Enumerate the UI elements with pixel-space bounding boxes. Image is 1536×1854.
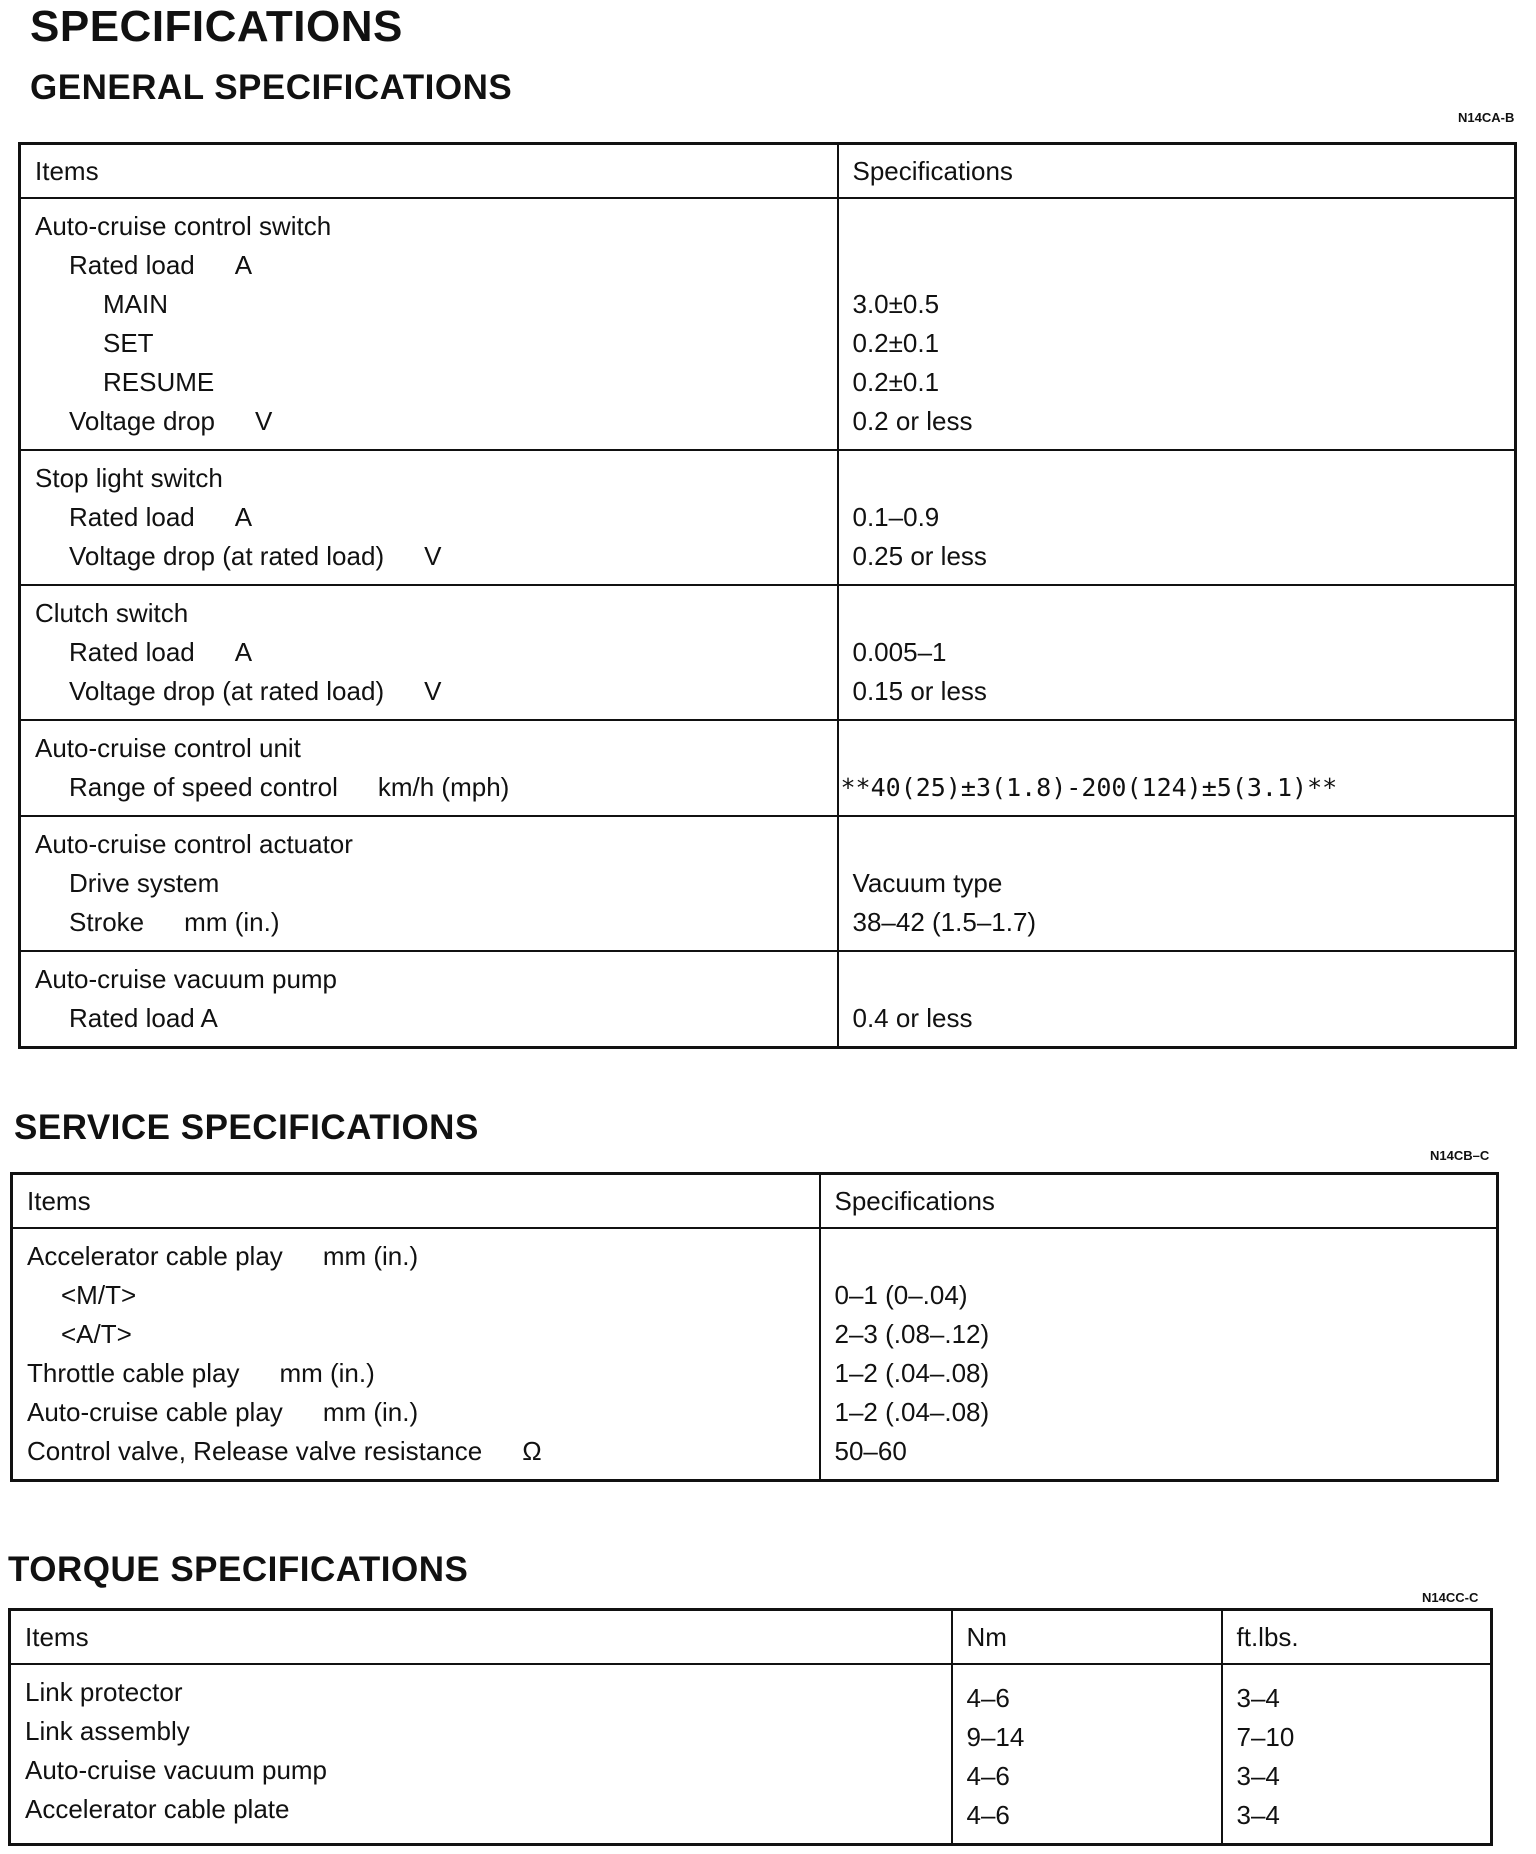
item-cell — [20, 585, 838, 720]
table-header-row — [20, 144, 1516, 199]
item-label: Range of speed control — [69, 772, 338, 802]
item-label: Voltage drop (at rated load) — [69, 541, 385, 571]
spec-value — [853, 246, 1515, 285]
ftlbs-value: 7–10 — [1236, 1722, 1295, 1752]
item-label: Stop light switch — [35, 463, 223, 493]
item-label: <M/T> — [61, 1280, 137, 1310]
torque-specifications-title: TORQUE SPECIFICATIONS — [8, 1550, 469, 1589]
item-unit: V — [255, 406, 273, 436]
header-specifications: Specifications — [838, 144, 1516, 199]
item-cell — [20, 816, 838, 951]
service-specifications-table — [10, 1172, 1499, 1482]
ftlbs-value: 3–4 — [1236, 1683, 1280, 1713]
service-specifications-title: SERVICE SPECIFICATIONS — [14, 1108, 479, 1147]
spec-value: 0.1–0.9 — [852, 502, 940, 532]
item-label: Auto-cruise control actuator — [35, 829, 353, 859]
table-row — [20, 585, 1516, 720]
item-cell — [12, 1228, 820, 1481]
spec-cell — [838, 720, 1516, 816]
item-label: Auto-cruise control switch — [35, 211, 332, 241]
torque-item-label: Accelerator cable plate — [25, 1794, 290, 1824]
torque-item-label: Auto-cruise vacuum pump — [25, 1755, 328, 1785]
spec-value: 0–1 (0–.04) — [834, 1280, 968, 1310]
item-label: Voltage drop — [69, 406, 216, 436]
item-unit: mm (in.) — [322, 1241, 419, 1271]
header-ftlbs: ft.lbs. — [1222, 1610, 1492, 1665]
item-label: Clutch switch — [35, 598, 189, 628]
table-row — [20, 816, 1516, 951]
item-label: RESUME — [103, 367, 215, 397]
spec-value: 38–42 (1.5–1.7) — [852, 907, 1037, 937]
spec-value — [853, 459, 1515, 498]
item-cell — [10, 1664, 952, 1845]
spec-cell — [838, 951, 1516, 1048]
spec-value — [853, 207, 1515, 246]
header-nm: Nm — [952, 1610, 1222, 1665]
spec-cell — [838, 198, 1516, 450]
spec-value — [835, 1237, 1497, 1276]
header-items: Items — [12, 1174, 820, 1229]
item-label: Rated load — [69, 502, 195, 532]
ftlbs-value: 3–4 — [1236, 1800, 1280, 1830]
table-row — [20, 720, 1516, 816]
table-row — [10, 1664, 1492, 1845]
nm-value: 9–14 — [966, 1722, 1025, 1752]
nm-value: 4–6 — [966, 1683, 1010, 1713]
item-unit: Ω — [522, 1436, 542, 1466]
nm-cell — [952, 1664, 1222, 1845]
page-title: SPECIFICATIONS — [30, 2, 403, 51]
table-row — [12, 1228, 1498, 1481]
spec-cell — [820, 1228, 1498, 1481]
item-cell — [20, 450, 838, 585]
spec-value: 0.2±0.1 — [852, 328, 940, 358]
item-label: <A/T> — [61, 1319, 132, 1349]
table-row — [20, 450, 1516, 585]
item-cell — [20, 198, 838, 450]
item-label: Drive system — [69, 868, 220, 898]
spec-cell — [838, 816, 1516, 951]
spec-cell — [838, 450, 1516, 585]
spec-value: 50–60 — [834, 1436, 907, 1466]
spec-value: 0.4 or less — [852, 1003, 973, 1033]
spec-value: 3.0±0.5 — [852, 289, 940, 319]
torque-item-label: Link assembly — [25, 1716, 190, 1746]
item-label: MAIN — [103, 289, 168, 319]
general-section-code: N14CA-B — [1458, 110, 1515, 125]
item-label: Auto-cruise vacuum pump — [35, 964, 338, 994]
spec-value: Vacuum type — [852, 868, 1003, 898]
torque-section-code: N14CC-C — [1422, 1590, 1479, 1605]
table-header-row — [10, 1610, 1492, 1665]
ftlbs-value: 3–4 — [1236, 1761, 1280, 1791]
spec-value: 0.005–1 — [852, 637, 947, 667]
item-label: Rated load — [69, 637, 195, 667]
item-cell — [20, 951, 838, 1048]
general-specifications-title: GENERAL SPECIFICATIONS — [30, 68, 513, 107]
item-unit: V — [424, 541, 442, 571]
ftlbs-cell — [1222, 1664, 1492, 1845]
spec-value — [841, 729, 1515, 768]
header-specifications: Specifications — [820, 1174, 1498, 1229]
item-unit: mm (in.) — [322, 1397, 419, 1427]
item-label: Auto-cruise cable play — [27, 1397, 283, 1427]
nm-value: 4–6 — [966, 1800, 1010, 1830]
header-items: Items — [10, 1610, 952, 1665]
item-label: Voltage drop (at rated load) — [69, 676, 385, 706]
spec-value: 1–2 (.04–.08) — [834, 1397, 990, 1427]
spec-value: 0.25 or less — [852, 541, 987, 571]
spec-value: 1–2 (.04–.08) — [834, 1358, 990, 1388]
item-label: Auto-cruise control unit — [35, 733, 301, 763]
item-unit: A — [234, 250, 253, 280]
item-unit: km/h (mph) — [377, 772, 510, 802]
item-cell — [20, 720, 838, 816]
nm-value: 4–6 — [966, 1761, 1010, 1791]
item-label: Rated load — [69, 250, 195, 280]
general-specifications-table — [18, 142, 1517, 1049]
spec-value: 2–3 (.08–.12) — [834, 1319, 990, 1349]
item-label: Throttle cable play — [27, 1358, 240, 1388]
table-row — [20, 951, 1516, 1048]
item-label: Accelerator cable play — [27, 1241, 283, 1271]
header-items: Items — [20, 144, 838, 199]
torque-specifications-table — [8, 1608, 1493, 1846]
item-label: Control valve, Release valve resistance — [27, 1436, 483, 1466]
service-section-code: N14CB–C — [1430, 1148, 1490, 1163]
item-unit: A — [234, 637, 253, 667]
table-header-row — [12, 1174, 1498, 1229]
item-label: Stroke — [69, 907, 145, 937]
item-unit: mm (in.) — [279, 1358, 375, 1388]
speed-range-value: **40(25)±3(1.8)-200(124)±5(3.1)** — [840, 773, 1338, 802]
item-unit: mm (in.) — [184, 907, 280, 937]
spec-value — [853, 594, 1515, 633]
table-row — [20, 198, 1516, 450]
spec-value — [853, 960, 1515, 999]
spec-value: 0.2±0.1 — [852, 367, 940, 397]
item-label: SET — [103, 328, 154, 358]
spec-value: 0.15 or less — [852, 676, 987, 706]
torque-item-label: Link protector — [25, 1677, 183, 1707]
item-unit: A — [234, 502, 253, 532]
item-label: Rated load A — [69, 1003, 218, 1033]
item-unit: V — [424, 676, 442, 706]
spec-cell — [838, 585, 1516, 720]
spec-value — [853, 825, 1515, 864]
spec-value: 0.2 or less — [852, 406, 973, 436]
